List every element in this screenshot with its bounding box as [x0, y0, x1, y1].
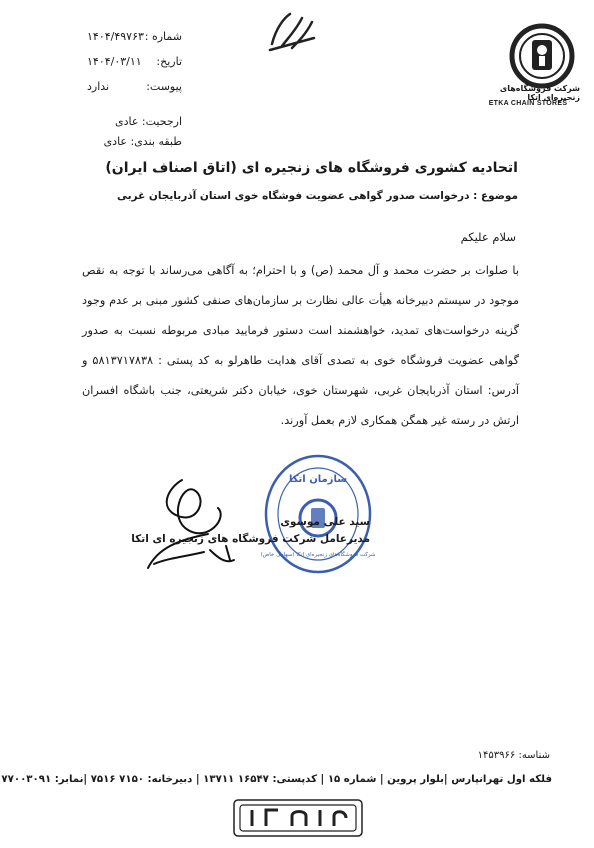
- company-stamp: [258, 452, 378, 576]
- signer-name: سید علی موسوی: [280, 516, 370, 528]
- footer-logo-icon: [232, 796, 364, 840]
- letter-number: شماره :۱۴۰۴/۴۹۷۶۳: [87, 30, 182, 43]
- company-name-en: ETKA CHAIN STORES: [488, 100, 568, 107]
- stamp-ring-text: شرکت فروشگاه‌های زنجیره‌ای اتکا (سهامی خاص): [260, 552, 376, 558]
- letter-subject: موضوع : درخواست صدور گواهی عضویت فوشگاه خوی استان آذربایجان غربی: [116, 190, 518, 202]
- recipient-title: اتحادیه کشوری فروشگاه های زنجیره ای (اتاق اصناف ایران): [105, 160, 518, 176]
- letter-date: تاریخ:۱۴۰۴/۰۳/۱۱: [87, 55, 182, 68]
- company-name-fa: شرکت فروشگاه‌های زنجیره‌ای اتکا: [499, 84, 580, 102]
- letter-attachment: پیوست:ندارد: [87, 80, 182, 93]
- footer-address: فلکه اول تهرانپارس |بلوار پروین | شماره ۱۵ | کدپستی: ۱۶۵۴۷ ۱۳۷۱۱ | دبیرخانه: ۷۱۵۰ ۷۵۱۶ |نمابر: ۷۷۰۰۳۰۹۱: [1, 774, 552, 785]
- classification: طبقه بندی: عادی: [103, 135, 182, 148]
- svg-text:باسمه تعالی: باسمه تعالی: [292, 54, 298, 55]
- signer-title: مدیرعامل شرکت فروشگاه های زنجیره ای اتکا: [131, 533, 370, 545]
- greeting: سلام علیکم: [460, 230, 516, 244]
- urgency: ارجحیت: عادی: [114, 115, 182, 128]
- letter-body: با صلوات بر حضرت محمد و آل محمد (ص) و با احترام؛ به آگاهی می‌رساند با توجه به نقص موجود در سیستم دبیرخانه هیأت عالی نظارت بر سازمان‌های صنفی کشور مبنی بر عدم وجود گزینه درخواست‌های تمدید، خواهشمند است دستور فرمایید مبادی مربوطه نسبت به صدور گواهی عضویت فروشگاه خوی به تصدی آقای هدایت طاهرلو به کد پستی : ۵۸۱۳۷۱۷۸۳۸ و آدرس: استان آذربایجان غربی، شهرستان خوی، خیابان دکتر شریعتی، جنب باشگاه افسران ارتش در رسته غیر همگن همکاری لازم بعمل آورند.: [82, 264, 519, 427]
- document-id: شناسه: ۱۴۵۳۹۶۶: [477, 750, 550, 761]
- bismillah-calligraphy: [262, 8, 322, 56]
- stamp-title: سازمان اتکا: [288, 474, 348, 485]
